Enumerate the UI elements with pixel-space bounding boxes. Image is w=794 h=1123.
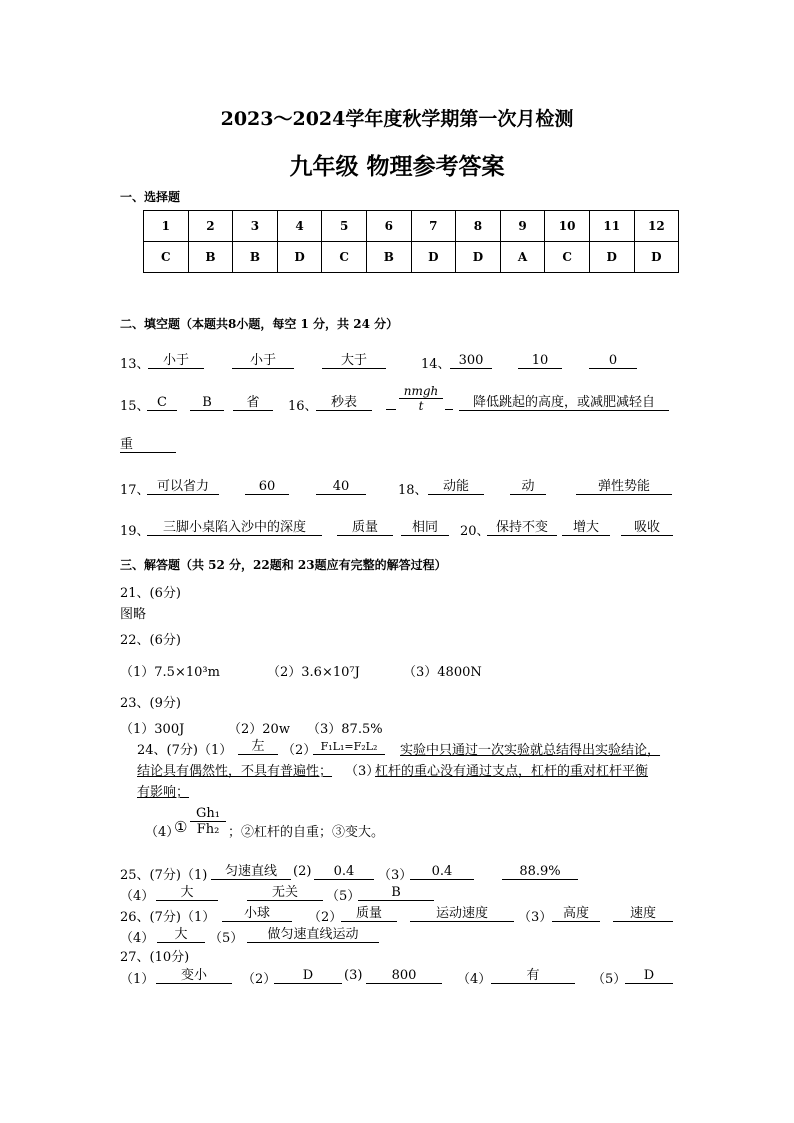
- table-cell: C: [144, 242, 189, 273]
- q24-part2-label: （2）: [282, 743, 317, 758]
- q27-part2-label: （2）: [242, 972, 277, 987]
- table-cell: C: [545, 242, 590, 273]
- table-cell: 8: [456, 211, 501, 242]
- q17-answer-3: 40: [316, 479, 366, 495]
- q18-answer-1: 动能: [428, 479, 484, 495]
- q27-part4-label: （4）: [457, 972, 492, 987]
- q20-answer-2: 增大: [562, 520, 610, 536]
- q13-label: 13、: [120, 357, 150, 372]
- q26-part5-label: （5）: [209, 931, 244, 946]
- q22-answer-3: （3）4800N: [403, 665, 482, 680]
- q16-fraction: [399, 384, 443, 413]
- q19-answer-1: 三脚小桌陷入沙中的深度: [147, 520, 322, 536]
- q26-part4-label: （4）: [120, 931, 155, 946]
- q14-label: 14、: [421, 357, 451, 372]
- q26-answer-1: 小球: [222, 906, 292, 922]
- q25-part5-label: （5）: [326, 889, 361, 904]
- q24-fraction-denominator: Fh₂: [196, 822, 220, 837]
- table-cell: A: [500, 242, 545, 273]
- table-cell: 3: [233, 211, 278, 242]
- q25-answer-2: 0.4: [314, 864, 374, 880]
- q15-answer-3: 省: [233, 395, 273, 411]
- table-cell: D: [634, 242, 679, 273]
- q24-answer-3: 实验中只通过一次实验就总结得出实验结论，: [400, 743, 661, 758]
- q23-label: 23、(9分): [120, 696, 181, 711]
- q15-answer-1: C: [147, 395, 177, 411]
- q24-answer-5: ；②杠杆的自重；③变大。: [228, 825, 385, 840]
- table-cell: B: [233, 242, 278, 273]
- q16-answer-3-cont: 重: [120, 437, 176, 453]
- q26-label: 26、(7分)（1）: [120, 910, 216, 925]
- table-cell: D: [411, 242, 456, 273]
- q19-label: 19、: [120, 524, 150, 539]
- q25-label: 25、(7分)（1): [120, 868, 208, 883]
- q26-answer-4: 高度: [552, 906, 600, 922]
- table-cell: 5: [322, 211, 367, 242]
- table-cell: B: [366, 242, 411, 273]
- q16-fraction-numerator: nmgh: [399, 384, 443, 399]
- table-cell: D: [277, 242, 322, 273]
- answer-key-title: 九年级 物理参考答案: [289, 153, 505, 180]
- q24-fraction-numerator: Gh₁: [190, 806, 226, 822]
- q26-part3-label: （3）: [518, 910, 553, 925]
- table-cell: 10: [545, 211, 590, 242]
- q24-part3-label: （3）: [345, 764, 380, 779]
- q27-answer-3: 800: [366, 968, 442, 984]
- q26-answer-5: 速度: [613, 906, 673, 922]
- table-cell: 12: [634, 211, 679, 242]
- q23-answer-3: （3）87.5%: [307, 722, 383, 737]
- q16-label: 16、: [288, 399, 318, 414]
- section-heading-choice: 一、选择题: [120, 190, 181, 204]
- q24-answer-4: 杠杆的重心没有通过支点，杠杆的重对杠杆平衡: [375, 764, 649, 779]
- q24-answer-2: F₁L₁=F₂L₂: [313, 739, 385, 755]
- q22-label: 22、(6分): [120, 633, 181, 648]
- q27-answer-1: 变小: [156, 968, 232, 984]
- q21-answer: 图略: [120, 607, 147, 622]
- q24-circle-one: ①: [174, 818, 188, 836]
- q16-fraction-denominator: t: [418, 399, 424, 413]
- q17-answer-2: 60: [245, 479, 289, 495]
- table-cell: C: [322, 242, 367, 273]
- q26-part2-label: （2）: [308, 910, 343, 925]
- q18-label: 18、: [398, 483, 428, 498]
- table-cell: 7: [411, 211, 456, 242]
- table-cell: D: [456, 242, 501, 273]
- q24-part4-label: （4）: [145, 825, 180, 840]
- q20-answer-1: 保持不变: [487, 520, 557, 536]
- q20-answer-3: 吸收: [621, 520, 673, 536]
- table-cell: 4: [277, 211, 322, 242]
- q20-label: 20、: [460, 524, 490, 539]
- q24-label: 24、(7分)（1）: [137, 743, 233, 758]
- q25-part3-label: （3）: [378, 868, 413, 883]
- q25-answer-4: 88.9%: [502, 864, 578, 880]
- table-cell: 6: [366, 211, 411, 242]
- choice-answer-table: [143, 210, 679, 273]
- q16-answer-1: 秒表: [316, 395, 372, 411]
- q27-answer-2: D: [274, 968, 342, 984]
- q27-answer-5: D: [625, 968, 673, 984]
- section-heading-fill: 二、填空题（本题共8小题，每空 1 分，共 24 分）: [120, 317, 399, 331]
- q13-answer-2: 小于: [232, 353, 294, 369]
- section-heading-solve: 三、解答题（共 52 分，22题和 23题应有完整的解答过程）: [120, 558, 447, 572]
- q17-answer-1: 可以省力: [147, 479, 219, 495]
- q13-answer-3: 大于: [322, 353, 386, 369]
- q27-part1-label: （1）: [120, 972, 155, 987]
- table-cell: 11: [589, 211, 634, 242]
- q19-answer-3: 相同: [401, 520, 449, 536]
- table-cell: B: [188, 242, 233, 273]
- q19-answer-2: 质量: [337, 520, 393, 536]
- q23-answer-1: （1）300J: [120, 722, 185, 737]
- q24-answer-1: 左: [238, 739, 278, 755]
- q26-answer-2: 质量: [341, 906, 397, 922]
- q27-part5-label: （5）: [592, 972, 627, 987]
- q16-underline-right: [445, 409, 453, 410]
- q18-answer-2: 动: [510, 479, 546, 495]
- q24-answer-3-cont: 结论具有偶然性，不具有普遍性；: [137, 764, 333, 779]
- table-cell: 1: [144, 211, 189, 242]
- q27-answer-4: 有: [491, 968, 575, 984]
- q22-answer-1: （1）7.5×10³m: [120, 665, 220, 680]
- q26-answer-7: 做匀速直线运动: [247, 927, 379, 943]
- q27-label: 27、(10分): [120, 950, 190, 965]
- q16-answer-3: 降低跳起的高度，或减肥减轻自: [459, 395, 669, 411]
- q14-answer-3: 0: [589, 353, 637, 369]
- q25-part2-label: (2): [293, 864, 312, 879]
- q17-label: 17、: [120, 483, 150, 498]
- table-row-numbers: [144, 211, 679, 242]
- q15-answer-2: B: [190, 395, 224, 411]
- q24-fraction: [190, 806, 226, 837]
- q25-answer-6: 无关: [247, 885, 323, 901]
- q22-answer-2: （2）3.6×10⁷J: [267, 665, 360, 680]
- q26-answer-6: 大: [157, 927, 205, 943]
- q14-answer-1: 300: [450, 353, 492, 369]
- q27-part3-label: (3): [344, 968, 363, 983]
- q25-answer-5: 大: [156, 885, 218, 901]
- q21-label: 21、(6分): [120, 586, 181, 601]
- q25-answer-1: 匀速直线: [211, 864, 291, 880]
- table-cell: 2: [188, 211, 233, 242]
- table-row-answers: [144, 242, 679, 273]
- q25-answer-3: 0.4: [410, 864, 474, 880]
- q24-answer-4-cont: 有影响；: [137, 785, 190, 800]
- table-cell: 9: [500, 211, 545, 242]
- q14-answer-2: 10: [518, 353, 562, 369]
- q18-answer-3: 弹性势能: [576, 479, 672, 495]
- q26-answer-3: 运动速度: [410, 906, 514, 922]
- q25-answer-7: B: [358, 885, 434, 901]
- q16-underline-left: [386, 409, 396, 410]
- q13-answer-1: 小于: [148, 353, 204, 369]
- q23-answer-2: （2）20w: [228, 722, 290, 737]
- q25-part4-label: （4）: [120, 889, 155, 904]
- q15-label: 15、: [120, 399, 150, 414]
- table-cell: D: [589, 242, 634, 273]
- exam-title: 2023～2024学年度秋学期第一次月检测: [220, 108, 574, 130]
